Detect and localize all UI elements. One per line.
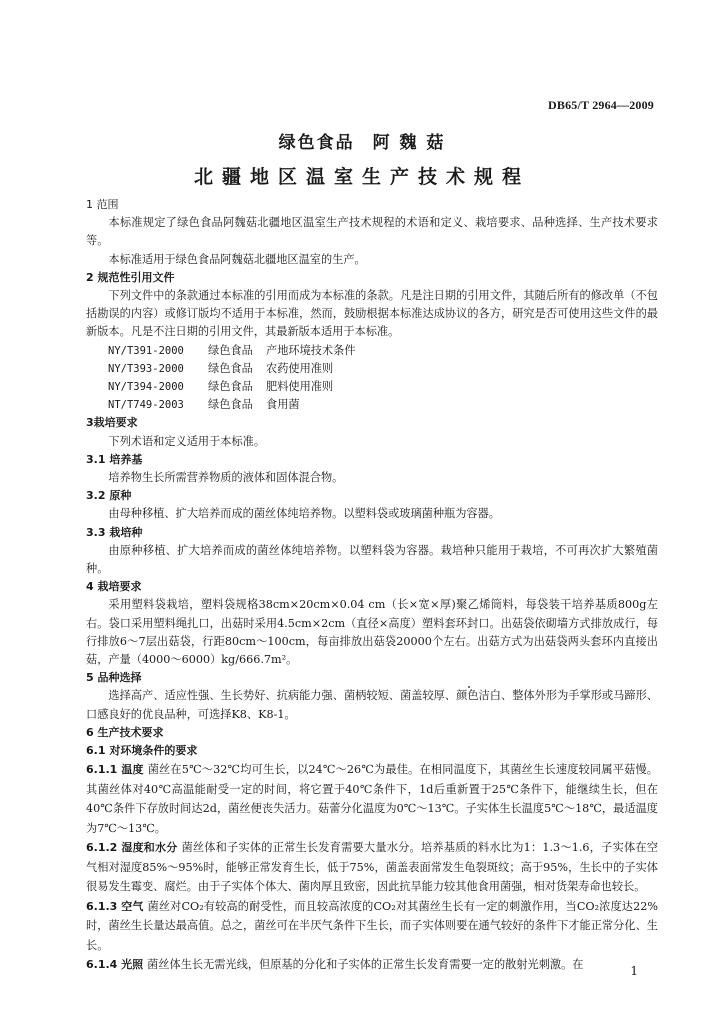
subsection-heading: 3.2 原种 xyxy=(86,489,132,503)
reference-category: 绿色食品 xyxy=(208,361,253,375)
title-category: 绿色食品 xyxy=(278,133,355,153)
standard-code: DB65/T 2964—2009 xyxy=(548,98,654,112)
clause-text: 菌丝在5℃～32℃均可生长，以24℃～26℃为最佳。在相同温度下，其菌丝生长速度较同属平菇慢。其菌丝体对40℃高温能耐受一定的时间，将它置于40℃条件下，1d后重新置于25℃条件下，能继续生长，但在40℃条件下存放时间达2d，菌丝便丧失活力。菇蕾分化温度为0℃～13℃。子实体生长温度5℃～18℃，最适温度为7℃～13℃。 xyxy=(86,763,658,835)
reference-item xyxy=(86,378,658,396)
reference-category: 绿色食品 xyxy=(208,398,253,412)
paragraph-humidity xyxy=(86,838,658,897)
page-number: 1 xyxy=(630,964,638,978)
reference-category: 绿色食品 xyxy=(208,343,253,357)
reference-name: 食用菌 xyxy=(266,398,300,412)
reference-code: NY/T391-2000 xyxy=(108,344,184,357)
section-heading-variety: 5 品种选择 xyxy=(86,671,142,685)
subsection-heading: 6.1 对环境条件的要求 xyxy=(86,744,198,758)
clause-text: 菌丝体和子实体的正常生长发育需要大量水分。培养基质的料水比为1：1.3～1.6，子实体在空气相对湿度85%～95%时，能够正常发育生长，低于75%，菌盖表面常发生龟裂斑纹；高于95%，生长中的子实体很易发生霉变、腐烂。由于子实体个体大、菌肉厚且致密，因此抗旱能力较其他食用菌强，相对货架寿命也较长。 xyxy=(86,841,658,894)
reference-item xyxy=(86,396,658,414)
paragraph: 本标准规定了绿色食品阿魏菇北疆地区温室生产技术规程的术语和定义、栽培要求、品种选择、生产技术要求等。 xyxy=(86,216,658,248)
reference-code: NY/T393-2000 xyxy=(108,362,184,375)
paragraph-light xyxy=(86,955,658,975)
document-body xyxy=(86,196,658,975)
reference-list xyxy=(86,342,658,415)
document-title-line1 xyxy=(0,128,724,153)
paragraph: 由母种移植、扩大培养而成的菌丝体纯培养物。以塑料袋或玻璃菌种瓶为容器。 xyxy=(108,507,500,521)
reference-name: 农药使用准则 xyxy=(266,361,334,375)
clause-label: 6.1.3 空气 xyxy=(86,899,144,913)
paragraph-temperature xyxy=(86,760,658,838)
clause-text: 菌丝体生长无需光线，但原基的分化和子实体的正常生长发育需要一定的散射光刺激。在 xyxy=(147,958,584,972)
title-product: 阿 魏 菇 xyxy=(372,133,446,153)
subsection-heading: 3.3 栽培种 xyxy=(86,525,143,539)
reference-item xyxy=(86,342,658,360)
paragraph: 培养物生长所需营养物质的液体和固体混合物。 xyxy=(108,471,344,485)
reference-code: NY/T394-2000 xyxy=(108,381,184,394)
clause-label: 6.1.4 光照 xyxy=(86,958,144,972)
paragraph-air xyxy=(86,897,658,956)
paragraph: 采用塑料袋栽培，塑料袋规格38cm×20cm×0.04 cm（长×宽×厚)聚乙烯筒料，每袋装干培养基质800g左右。袋口采用塑料绳扎口，出菇时采用4.5cm×2cm（直径×高度）塑料套环封口。出菇袋依砌墙方式排放成行，每行排放6～7层出菇袋，行距80cm～100cm，每亩排放出菇袋20000个左右。出菇方式为出菇袋两头套环内直接出菇，产量（4000～6000）kg/666.7m²。 xyxy=(86,598,658,667)
section-heading-production: 6 生产技术要求 xyxy=(86,725,164,739)
scan-speck xyxy=(468,686,470,688)
paragraph: 本标准适用于绿色食品阿魏菇北疆地区温室的生产。 xyxy=(108,252,366,266)
reference-code: NT/T749-2003 xyxy=(108,399,184,412)
paragraph: 由原种移植、扩大培养而成的菌丝体纯培养物。以塑料袋为容器。栽培种只能用于栽培，不可再次扩大繁殖菌种。 xyxy=(86,543,658,576)
reference-item xyxy=(86,360,658,378)
clause-label: 6.1.2 湿度和水分 xyxy=(86,841,178,855)
reference-category: 绿色食品 xyxy=(208,380,253,394)
section-heading-scope: 1 范围 xyxy=(86,198,119,211)
paragraph: 下列文件中的条款通过本标准的引用而成为本标准的条款。凡是注日期的引用文件，其随后所有的修改单（不包括勘误的内容）或修订版均不适用于本标准，然而，鼓励根据本标准达成协议的各方，研究是否可使用这些文件的最新版本。凡是不注日期的引用文件，其最新版本适用于本标准。 xyxy=(86,289,658,339)
reference-name: 产地环境技术条件 xyxy=(266,343,356,357)
document-title-line2: 北疆地区温室生产技术规程 xyxy=(193,166,530,188)
subsection-heading: 3.1 培养基 xyxy=(86,452,143,466)
reference-name: 肥料使用准则 xyxy=(266,380,334,394)
section-heading-cultivation-req: 4 栽培要求 xyxy=(86,580,142,594)
section-heading-cultivation: 3栽培要求 xyxy=(86,416,138,430)
clause-text: 菌丝对CO₂有较高的耐受性，而且较高浓度的CO₂对其菌丝生长有一定的刺激作用，当CO₂浓度达22%时，菌丝生长量达最高值。总之，菌丝可在半厌气条件下生长，而子实体则要在通气较好的条件下才能正常分化、生长。 xyxy=(86,899,658,952)
section-heading-references: 2 规范性引用文件 xyxy=(86,270,175,284)
paragraph: 选择高产、适应性强、生长势好、抗病能力强、菌柄较短、菌盖较厚、颜色洁白、整体外形为手掌形或马蹄形、口感良好的优良品种，可选择K8、K8-1。 xyxy=(86,689,658,721)
clause-label: 6.1.1 温度 xyxy=(86,763,144,777)
paragraph: 下列术语和定义适用于本标准。 xyxy=(108,434,266,448)
